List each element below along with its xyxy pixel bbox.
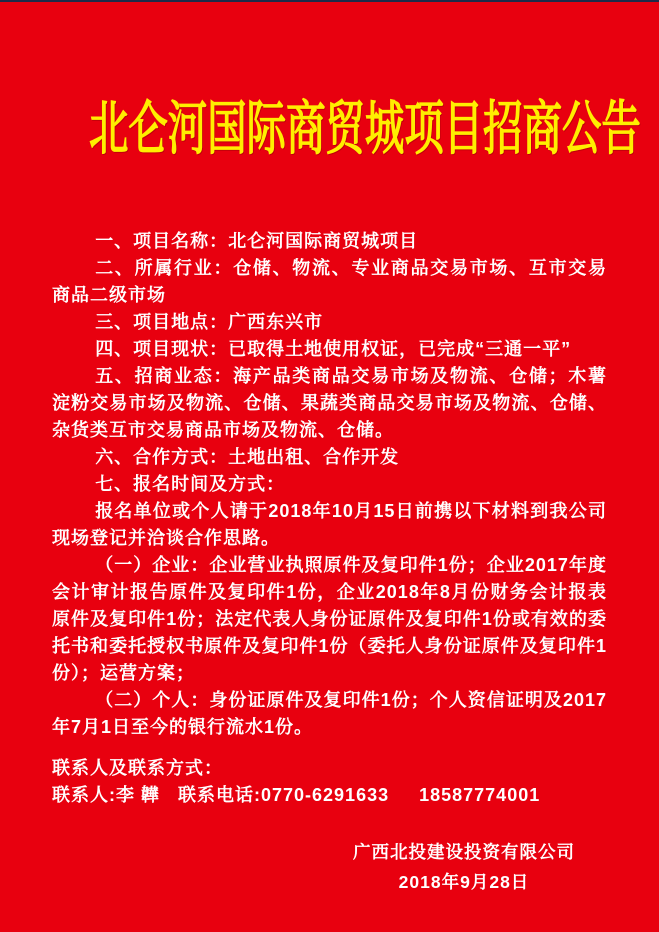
issue-date: 2018年9月28日 — [398, 872, 530, 892]
contact-heading: 联系人及联系方式： — [52, 758, 223, 778]
item-project-status: 四、项目现状：已取得土地使用权证，已完成“三通一平” — [95, 339, 572, 359]
poster-title: 北仑河国际商贸城项目招商公告 — [88, 93, 641, 163]
item-industry: 二、所属行业：仓储、物流、专业商品交易市场、互市交易商品二级市场 — [52, 258, 607, 305]
item-registration-heading: 七、报名时间及方式： — [95, 474, 286, 494]
enterprise-requirements: （一）企业：企业营业执照原件及复印件1份；企业2017年度会计审计报告原件及复印件1份，企业2018年8月份财务会计报表原件及复印件1份；法定代表人身份证原件及复印件1份或有效的委托书和委托授权书原件及复印件1份（委托人身份证原件及复印件1份）；运营方案； — [52, 555, 607, 683]
contact-line: 联系人:李 韡 联系电话:0770-6291633 18587774001 — [52, 785, 541, 805]
item-location: 三、项目地点：广西东兴市 — [95, 312, 324, 332]
item-project-name: 一、项目名称：北仑河国际商贸城项目 — [95, 231, 419, 251]
item-business-types: 五、招商业态：海产品类商品交易市场及物流、仓储；木薯淀粉交易市场及物流、仓储、果蔬类商品交易市场及物流、仓储、杂货类互市交易商品市场及物流、仓储。 — [52, 366, 607, 440]
company-name: 广西北投建设投资有限公司 — [353, 842, 575, 862]
registration-instructions: 报名单位或个人请于2018年10月15日前携以下材料到我公司现场登记并洽谈合作思路。 — [52, 501, 607, 548]
announcement-body — [52, 228, 607, 741]
contact-section — [52, 755, 607, 809]
item-cooperation-mode: 六、合作方式：土地出租、合作开发 — [95, 447, 400, 467]
signature-section — [353, 837, 575, 897]
individual-requirements: （二）个人：身份证原件及复印件1份；个人资信证明及2017年7月1日至今的银行流水1份。 — [52, 690, 607, 737]
